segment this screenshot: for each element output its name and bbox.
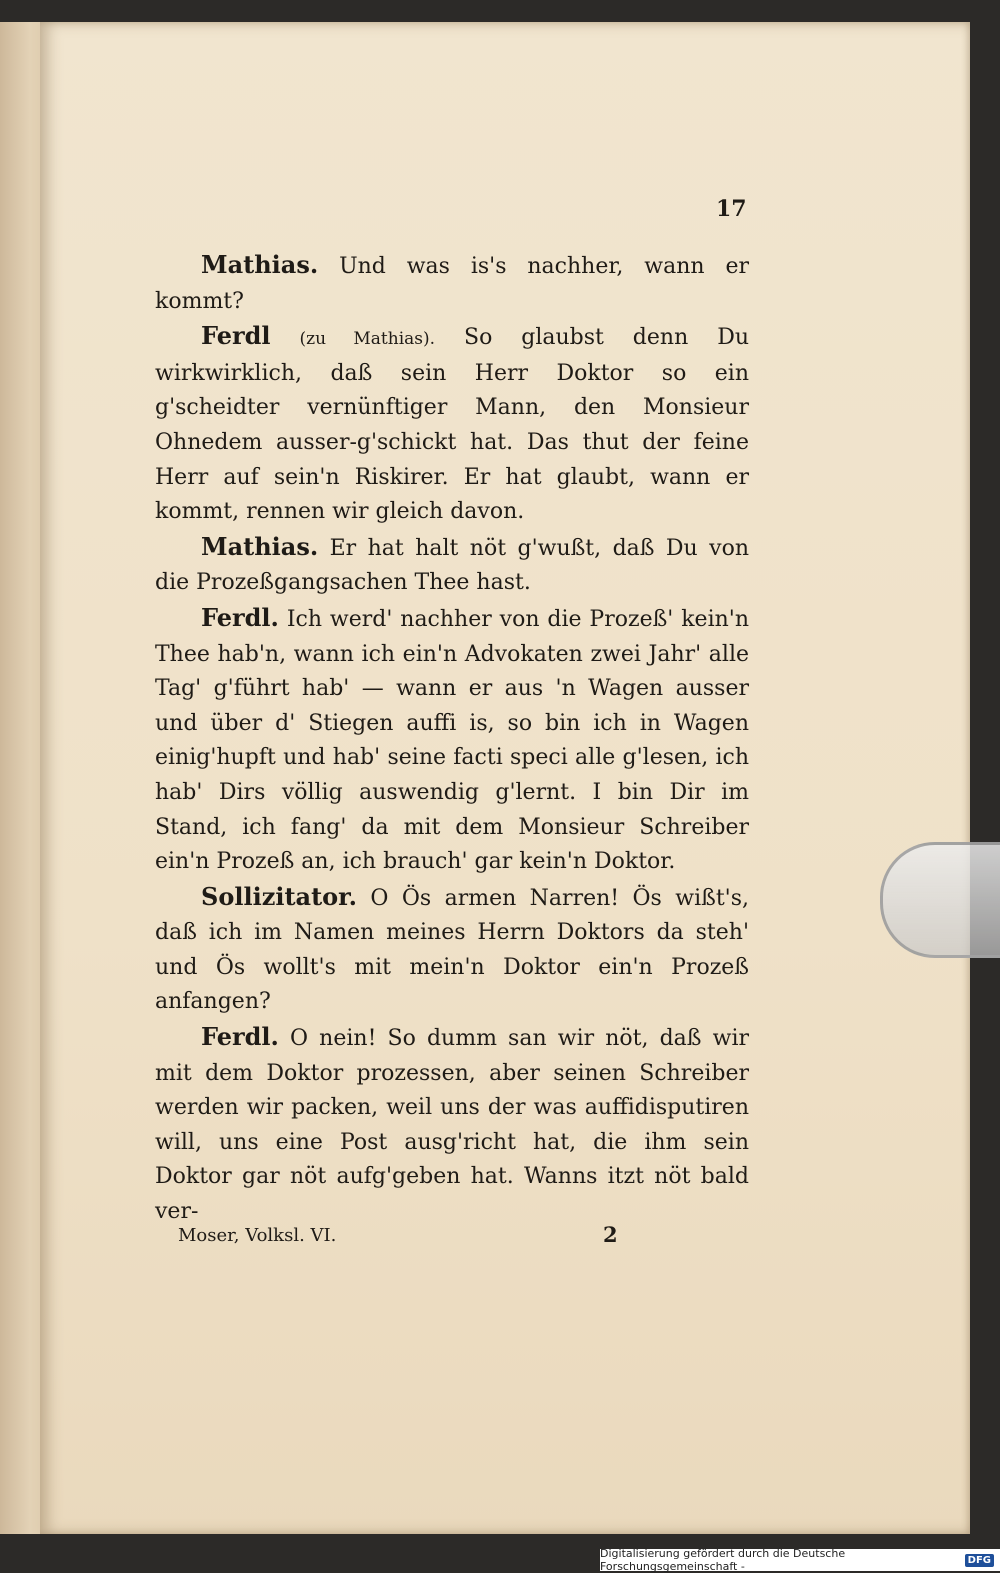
speaker-name: Ferdl xyxy=(201,321,271,351)
page-clip xyxy=(880,842,1000,958)
speaker-name: Mathias. xyxy=(201,531,319,561)
speaker-name: Ferdl. xyxy=(201,602,279,632)
sheet-number: 2 xyxy=(603,1222,618,1247)
credit-text: Digitalisierung gefördert durch die Deutsche Forschungsgemeinschaft - xyxy=(600,1547,846,1573)
dialogue-paragraph xyxy=(155,1020,749,1230)
page-number: 17 xyxy=(716,196,747,222)
dfg-logo-icon: DFG xyxy=(965,1554,994,1567)
dialogue-line: So glaubst denn Du wirkwirklich, daß sein Herr Doktor so ein g'scheidter vernünftiger Mann, den Monsieur Ohnedem ausser-g'schickt hat. Das thut der feine Herr auf sein'n Riskirer. Er hat glaubt, wann er kommt, rennen wir gleich davon. xyxy=(155,325,749,525)
speaker-name: Ferdl. xyxy=(201,1022,279,1052)
dialogue-line: O nein! So dumm san wir nöt, daß wir mit dem Doktor prozessen, aber seinen Schreiber werden wir packen, weil uns der was auffidisputiren will, uns eine Post ausg'richt hat, die ihm sein Doktor gar nöt aufg'geben hat. Wanns itzt nöt bald ver- xyxy=(155,1026,749,1225)
footer-signature: Moser, Volksl. VI. xyxy=(178,1225,337,1246)
dialogue-line: O Ös armen Narren! Ös wißt's, daß ich im Namen meines Herrn Doktors da steh' und Ös wollt's mit mein'n Doktor ein'n Prozeß anfangen? xyxy=(155,885,749,1015)
dialogue-paragraph xyxy=(155,248,749,319)
speaker-name: Mathias. xyxy=(201,250,319,279)
dialogue-paragraph xyxy=(155,530,749,601)
stage-direction: (zu Mathias). xyxy=(299,329,436,350)
dialogue-line: Ich werd' nachher von die Prozeß' kein'n Thee hab'n, wann ich ein'n Advokaten zwei Jahr' alle Tag' g'führt hab' — wann er aus 'n Wagen ausser und über d' Stiegen auffi is, so bin ich in Wagen einig'hupft und hab' seine facti speci alle g'lesen, ich hab' Dirs völlig auswendig g'lernt. I bin Dir im Stand, ich fang' da mit dem Monsieur Schreiber ein'n Prozeß an, ich brauch' gar kein'n Doktor. xyxy=(155,606,749,875)
dialogue-paragraph xyxy=(155,601,749,880)
dialogue-text xyxy=(155,248,749,1230)
digitization-credit xyxy=(600,1549,1000,1571)
dialogue-line: Er hat halt nöt g'wußt, daß Du von die Prozeßgangsachen Thee hast. xyxy=(155,535,749,596)
dialogue-paragraph xyxy=(155,319,749,530)
dialogue-line: Und was is's nachher, wann er kommt? xyxy=(155,254,749,314)
dialogue-paragraph xyxy=(155,880,749,1020)
speaker-name: Sollizitator. xyxy=(201,881,357,911)
